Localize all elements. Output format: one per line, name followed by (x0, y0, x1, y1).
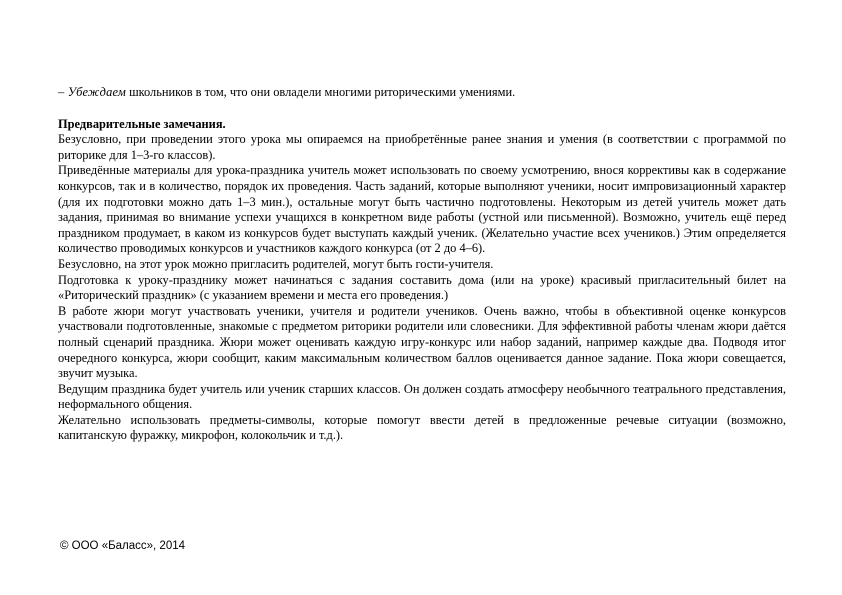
paragraph: В работе жюри могут участвовать ученики, учителя и родители учеников. Очень важно, чтобы в объективной оценке конкурсов участвовали подготовленные, знакомые с предметом риторики родители или словесники. Для эффективной работы членам жюри даётся полный сценарий праздника. Жюри может оценивать каждую игру-конкурс или набор заданий, например каждые два. Подводя итог очередного конкурса, жюри сообщит, каким максимальным количеством баллов оценивается данное задание. Пока жюри совещается, звучит музыка. (58, 303, 786, 381)
document-page (58, 85, 786, 444)
paragraph: Желательно использовать предметы-символы, которые помогут ввести детей в предложенные речевые ситуации (возможно, капитанскую фуражку, микрофон, колокольчик и т.д.). (58, 412, 786, 443)
paragraph: Безусловно, при проведении этого урока мы опираемся на приобретённые ранее знания и умения (в соответствии с программой по риторике для 1–3-го классов). (58, 132, 786, 162)
paragraph: Подготовка к уроку-празднику может начинаться с задания составить дома (или на уроке) красивый пригласительный билет на «Риторический праздник» (с указанием времени и места его проведения.) (58, 272, 786, 303)
paragraph: Ведущим праздника будет учитель или ученик старших классов. Он должен создать атмосферу необычного театрального представления, неформального общения. (58, 381, 786, 412)
paragraph: Приведённые материалы для урока-праздника учитель может использовать по своему усмотрению, внося коррективы как в содержание конкурсов, так и в количество, порядок их проведения. Часть заданий, которые выполняют ученики, носит импровизационный характер (для их подготовки можно дать 1–3 мин.), остальные могут быть частично подготовлены. Некоторым из детей учитель может дать задания, принимая во внимание успехи учащихся в конкретном виде работы (устной или письменной). Возможно, учитель ещё перед праздником продумает, в каком из конкурсов будет выступать каждый ученик. (Желательно участие всех учеников.) Этим определяется количество проводимых конкурсов и участников каждого конкурса (от 2 до 4–6). (58, 163, 786, 256)
copyright-footer: © ООО «Баласс», 2014 (60, 540, 186, 552)
intro-text: школьников в том, что они овладели многими риторическими умениями. (125, 85, 516, 99)
intro-line (58, 85, 786, 101)
section-heading: Предварительные замечания. (58, 116, 226, 131)
intro-emphasis: – Убеждаем (58, 85, 126, 99)
paragraph: Безусловно, на этот урок можно пригласить родителей, могут быть гости-учителя. (58, 256, 494, 271)
